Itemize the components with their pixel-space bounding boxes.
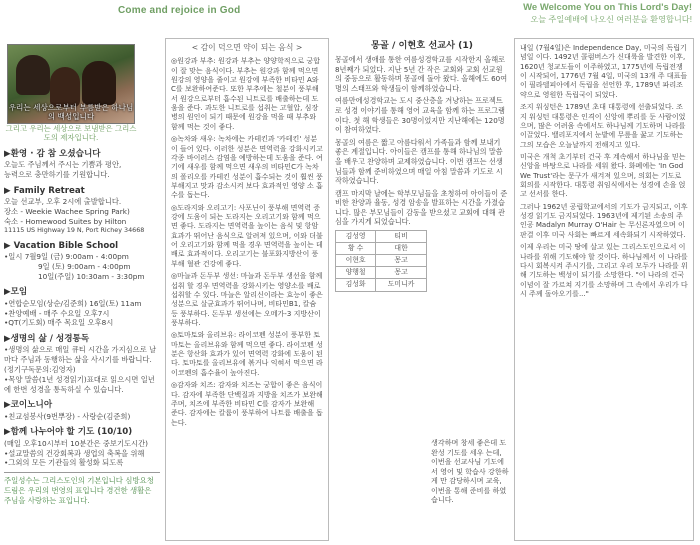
prayer-section <box>4 427 160 468</box>
paragraph: ◎감자와 치즈: 감자와 치즈는 궁합이 좋은 음식이다. 감자에 부족한 단백질과 지방을 치즈가 보완해 주며, 치즈에 부족한 비타민 C를 감자가 보완해 준다. 감자에는 칼륨이 풍부하여 나트륨 배출을 돕는다. <box>171 380 323 427</box>
column-title: 몽골 / 이현호 선교사 (1) <box>371 40 473 51</box>
section-heading: ▶모임 <box>4 287 28 298</box>
paragraph: 몽골의 여름은 짧고 아름다워서 가족들과 함께 보내기 좋은 계절입니다. 아이들은 캠프를 통해 하나님의 말씀을 배우고 찬양하며 교제하였습니다. 이번 캠프는 선생님들과 함께 준비하였으며 매일 아침 말씀과 기도로 시작하였습니다. <box>335 137 503 186</box>
photo-caption: 우리는 세상으로부터 부름받은 하나님의 백성입니다 <box>8 102 134 121</box>
section-heading: ▶코이노니아 <box>4 400 53 411</box>
section-line: 오늘도 주님께서 주시는 기쁨과 평안, <box>4 160 122 170</box>
vbs-line: 9일 (토) 9:00am - 4:00pm <box>38 261 131 271</box>
missionary-table <box>335 230 427 292</box>
paragraph: ◎마늘과 돈두부 생선: 마늘과 돈두부 생선을 함께 섭취 할 경우 면역력을 강화시키는 영양소를 배로 섭취할 수 있다. 마늘은 알리신이라는 효능이 좋은 성분으로 살균효과가 뛰어나며, 비타민B1, 칼슘 등 풍부하다. 돈두부 생선에는 오메가-3 지방산이 풍부하다. <box>171 271 323 327</box>
section-heading: ▶환영 · 감 참 오셨습니다 <box>4 148 101 159</box>
announcements-column <box>4 44 160 505</box>
table-row: 양행철 몽고 <box>336 267 427 279</box>
missionary-column <box>335 40 509 504</box>
paragraph: 캠프 마지막 날에는 학부모님들을 초청하여 아이들이 준비한 찬양과 율동, 성경 암송을 발표하는 시간을 가졌습니다. 많은 부모님들이 감동을 받으셨고 교회에 대해 관심을 가지게 되었습니다. <box>335 188 508 227</box>
section-heading: ▶함께 나누어야 할 기도 (10/10) <box>4 427 133 438</box>
section-line: •생명의 삶으로 매일 큐티 시간을 가지심으로 날마다 주님과 동행하는 삶을 사시기를 바랍니다.(정기구독문의:김영자) <box>4 345 157 374</box>
paragraph: ◎원강과 부추: 원강과 부추는 양양학적으로 궁합이 잘 맞는 음식이다. 부추는 원강과 함께 먹으면 원강의 영양을 줄이고 원강에 부족한 비타민 A와 C를 보완하여준다. 또한 부추에는 철분이 풍부해서 원강으로부터 흡수된 니트로를 배출하는데 도움을 준다. 과도한 니트로를 섭취는 고혈압, 심장병의 원인이 되기 때문에 원강을 먹을 때 부추와 함께 먹는 것이 좋다. <box>171 56 321 131</box>
section-line: •목양 말씀(1년 성경읽기)표대로 읽으시면 일년에 한번 성경을 통독하실 수 있습니다. <box>4 374 155 394</box>
meetings-section <box>4 287 160 328</box>
section-line: •연합순모임(상순/김준희) 16일(토) 11am <box>4 298 142 308</box>
section-line: •설교말씀의 건강회복과 생업의 축복을 위해 <box>4 448 145 458</box>
paragraph: ◎도라지와 오리고기: 사포닌이 풍부해 면역력 증강에 도움이 되는 도라지는 오리고기와 함께 먹으면 좋다. 도라지는 면역력을 높이는 음식 및 항암효과가 뛰어난 음식으로 알려져 있으며, 이와 더불어 오리고기와 함께 먹을 경우 면역력을 높이는 데 배로 효과적이다. 오리고기는 불포화지방산이 풍부해 혈관 건강에 좋다. <box>171 202 323 268</box>
section-heading: ▶생명의 삶 / 성경통독 <box>4 334 90 345</box>
paragraph: ◎녹차와 새우: 녹차에는 카테킨과 '카테킨' 성분이 들어 있다. 이러한 성분은 면역력을 강화시키고 각종 바이러스 감염을 예방하는데 도움을 준다. 여기에 새우를 함께 먹으면 새우의 비타민C가 녹차의 폴리오를 카테킨 성분이 흡수되는 것이 훨씬 풍부해지고 맛과 감소시켜 보다 효과적인 영양 소 흡수를 돕는다. <box>171 134 323 200</box>
table-row: 황 수 대한 <box>336 243 427 255</box>
table-row: 이현호 몽고 <box>336 255 427 267</box>
section-line: 장소 - Weekie Wachee Spring Park) <box>4 206 130 216</box>
table-row: 김성화 도미니카 <box>336 279 427 291</box>
vbs-line: 10일(주일) 10:30am - 3:30pm <box>38 271 145 281</box>
vbs-section <box>4 241 160 282</box>
welcome-section <box>4 149 160 180</box>
section-line: •QT(기도회) 매주 목요일 오후8시 <box>4 318 114 328</box>
header-title-left: Come and rejoice in God <box>118 5 241 16</box>
paragraph: 이제 우리는 미국 땅에 살고 있는 그리스도인으로서 이 나라를 위해 기도해야 할 것이다. 하나님께서 이 나라를 다시 회복시켜 주시기를, 그리고 우리 모두가 나라를 위해 기도하는 백성이 되기를 소망한다. "이 나라의 건국이념이 잘 가르쳐 지기를 소망하며 그 속에서 우리가 다시 주께 돌아오기를..." <box>520 242 688 298</box>
section-line: •친교섬봉사(9번뿌장) - 사랑순(김준희) <box>4 411 131 421</box>
paragraph: 그러나 1962년 공립학교에서의 기도가 금지되고, 이후 성경 읽기도 금지되었다. 1963년에 제기된 소송의 주인공 Madalyn Murray O'Hair 는 무신론자였으며 이 판결 이후 미국 사회는 빠르게 세속화되기 시작하였다. <box>520 201 688 239</box>
section-heading: ▶ Family Retreat <box>4 185 85 196</box>
section-line: 능력으로 충만하기를 기원합니다. <box>4 169 110 179</box>
paragraph: 조지 워싱턴은 1789년 초대 대통령에 선출되었다. 조지 워싱턴 대통령은 인격이 신앙에 뿌리를 둔 사람이었으며, 많은 어려움 속에서도 하나님께 기도하며 나라를 이끌었다. 밸리포지에서 눈밭에 무릎을 꿇고 기도하는 그의 모습은 오늘날까지 전해지고 있다. <box>520 102 686 149</box>
paragraph: ◎토마토와 올리브유: 라이코펜 성분이 풍부한 토마토는 올리브유와 함께 먹으면 좋다. 라이코펜 성분은 항산화 효과가 있어 면역력 강화에 도움이 된다. 토마토를 올리브유에 볶거나 익혀서 먹으면 라이코펜의 흡수율이 높아진다. <box>171 330 323 377</box>
section-line: (매일 오후10시부터 10분간은 중보기도시간) <box>4 438 149 448</box>
photo-caption-2: 그리고 우리는 세상으로 보냄받은 그리스도의 제자입니다. <box>5 124 137 142</box>
section-line: 11115 US Highway 19 N, Port Richey 34668 <box>4 226 145 235</box>
welcome-english: We Welcome You on This Lord's Day! <box>523 2 692 13</box>
devotion-section <box>4 334 160 394</box>
welcome-korean: 오늘 주일예배에 나오신 여러분을 환영합니다! <box>530 14 692 24</box>
paragraph: 미국은 개척 초기부터 건국 후 계속해서 하나님을 믿는 신앙을 바탕으로 나라를 세워 왔다. 화폐에는 'In God We Trust'라는 문구가 새겨져 있으며, 의회는 기도로 회의를 시작한다. 대통령 취임식에서는 성경에 손을 얹고 선서를 한다. <box>520 151 686 199</box>
column-title: < 감이 덕으면 약이 되는 음식 > <box>191 43 303 52</box>
paragraph: 내일 (7월4일)은 Independence Day, 미국의 독립기념일 이다. 1492년 콜럼버스가 신대륙을 발견한 이후, 1620년 청교도들이 이주하였고, 1775년에 독립전쟁이 시작되어, 1776년 7월 4일, 미국의 13개 주 대표들이 필라델피아에서 독립을 선언한 후, 1789년 파리조약으로 영원한 독립국이 되었다. <box>520 43 688 99</box>
section-line: 숙소 - Homewood Suites by Hilton <box>4 216 127 226</box>
divider <box>4 472 160 473</box>
paragraph-tail: 생각하며 창세 좋은데 도 완성 기도를 세우 는데, 이번을 선교사님 기도에서 영어 및 학습사 강한하게 만 감당하시며 교육, 이번을 통해 준비를 하였 습니다. <box>431 438 509 504</box>
header-welcome <box>523 2 692 25</box>
closing-message: 주일성수는 그리스도인의 기본입니다 심방요청 드림은 우리의 번영의 표입니다 경건한 생활은 주님을 사랑하는 표입니다. <box>4 476 154 505</box>
section-heading: ▶ Vacation Bible School <box>4 240 119 251</box>
paragraph: 여름만에성경학교는 도시 중산층을 겨냥하는 프로젝트로 성경 이야기를 통해 영어 교육을 함께 하는 프로그램이다. 첫 해 학생들은 30명이었지만 지난해에는 120명이 참여하였다. <box>335 96 505 135</box>
vbs-line: •일시 7월9일 (금) 9:00am - 4:00pm <box>4 252 129 262</box>
family-retreat-section <box>4 186 160 235</box>
section-line: •찬양예배 - 매주 수요일 오후7시 <box>4 308 110 318</box>
section-line: •그외의 모든 기관들의 활성화 되도록 <box>4 458 124 468</box>
koinonia-section <box>4 400 160 421</box>
health-food-column <box>165 38 329 541</box>
table-row: 김성영 티비 <box>336 230 427 242</box>
family-photo <box>7 44 135 124</box>
paragraph: 몽골에서 생애를 통한 여름성경학교를 시작한지 올해로 8년째가 되었다. 지난 5년 간 작은 교회와 교회 선교원의 중등으로 활동하며 몽골에 돌아 왔다. 올해에도 60여명의 스태프와 학생들이 함께하였습니다. <box>335 55 508 93</box>
section-line: 오늘 선교부, 오후 2시에 출발합니다. <box>4 196 122 206</box>
independence-day-column <box>514 38 694 541</box>
